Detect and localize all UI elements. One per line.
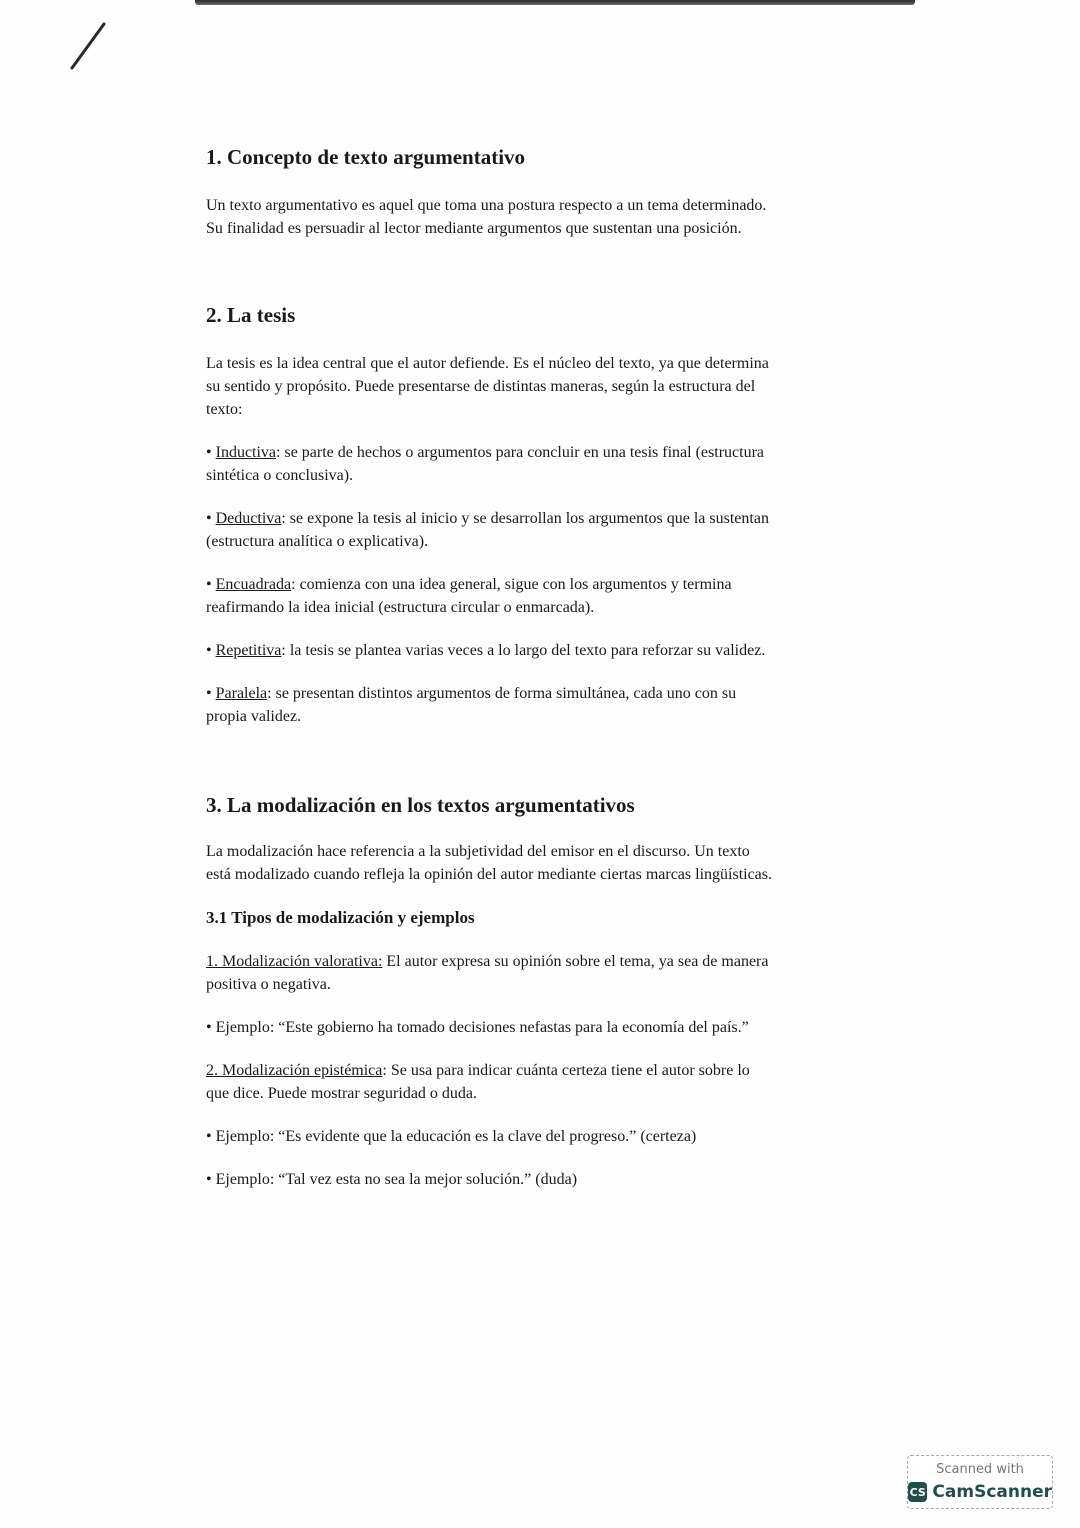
thesis-type-desc: : se expone la tesis al inicio y se desarrollan los argumentos que la sustentan — [281, 510, 769, 527]
thesis-type-term: Inductiva — [215, 444, 277, 461]
section-2-title: 2. La tesis — [206, 303, 296, 327]
thesis-type-term: Paralela — [215, 685, 268, 702]
thesis-type-desc: (estructura analítica o explicativa). — [206, 533, 429, 550]
example-line: • Ejemplo: “Tal vez esta no sea la mejor solución.” (duda) — [206, 1171, 578, 1188]
thesis-type-desc: : se parte de hechos o argumentos para concluir en una tesis final (estructura — [276, 444, 764, 461]
camscanner-logo-icon: CS — [908, 1482, 927, 1502]
modalization-item — [206, 950, 866, 996]
section-3-line: está modalizado cuando refleja la opinión del autor mediante ciertas marcas lingüísticas. — [206, 866, 773, 883]
modalization-desc: El autor expresa su opinión sobre el tema, ya sea de manera — [382, 953, 769, 970]
modalization-item — [206, 1059, 866, 1105]
thesis-type-term: Deductiva — [215, 510, 282, 527]
section-2-body — [206, 352, 866, 421]
thesis-type-desc: : la tesis se plantea varias veces a lo largo del texto para reforzar su validez. — [281, 642, 766, 659]
section-2-line: texto: — [206, 401, 243, 418]
camscanner-watermark — [907, 1455, 1053, 1509]
section-2-line: La tesis es la idea central que el autor defiende. Es el núcleo del texto, ya que determina — [206, 355, 769, 372]
watermark-caption: Scanned with — [936, 1462, 1024, 1477]
section-3-body — [206, 840, 866, 886]
thesis-type-item: • Deductiva: se expone la tesis al inicio y se desarrollan los argumentos que la sustentan (estructura analítica o explicativa). — [206, 507, 866, 553]
thesis-type-desc: : comienza con una idea general, sigue con los argumentos y termina — [291, 576, 732, 593]
example-line: • Ejemplo: “Este gobierno ha tomado decisiones nefastas para la economía del país.” — [206, 1019, 749, 1036]
watermark-brand — [908, 1482, 1052, 1502]
thesis-type-desc: : se presentan distintos argumentos de forma simultánea, cada uno con su — [267, 685, 737, 702]
thesis-type-item: • Repetitiva: la tesis se plantea varias veces a lo largo del texto para reforzar su validez. — [206, 642, 766, 659]
section-1-line: Su finalidad es persuadir al lector mediante argumentos que sustentan una posición. — [206, 220, 742, 237]
example-line: • Ejemplo: “Es evidente que la educación es la clave del progreso.” (certeza) — [206, 1128, 697, 1145]
section-2-line: su sentido y propósito. Puede presentarse de distintas maneras, según la estructura del — [206, 378, 756, 395]
modalization-desc: que dice. Puede mostrar seguridad o duda. — [206, 1085, 478, 1102]
section-1-line: Un texto argumentativo es aquel que toma una postura respecto a un tema determinado. — [206, 197, 767, 214]
thesis-type-term: Repetitiva — [215, 642, 282, 659]
section-1-body — [206, 194, 866, 240]
document-content — [206, 138, 866, 1191]
thesis-type-desc: sintética o conclusiva). — [206, 467, 354, 484]
thesis-type-item: • Paralela: se presentan distintos argumentos de forma simultánea, cada uno con su propia validez. — [206, 682, 866, 728]
watermark-brand-name: CamScanner — [932, 1482, 1052, 1502]
modalization-term: 1. Modalización valorativa: — [206, 953, 383, 970]
subsection-3-1-title: 3.1 Tipos de modalización y ejemplos — [206, 908, 475, 927]
thesis-type-term: Encuadrada — [215, 576, 292, 593]
modalization-desc: positiva o negativa. — [206, 976, 331, 993]
scan-top-edge — [195, 0, 915, 5]
thesis-type-item: • Encuadrada: comienza con una idea general, sigue con los argumentos y termina reafirmando la idea inicial (estructura circular o enmarcada). — [206, 573, 866, 619]
thesis-type-item: • Inductiva: se parte de hechos o argumentos para concluir en una tesis final (estructura sintética o conclusiva). — [206, 441, 866, 487]
thesis-type-desc: propia validez. — [206, 708, 302, 725]
modalization-desc: : Se usa para indicar cuánta certeza tiene el autor sobre lo — [382, 1062, 750, 1079]
section-3-title: 3. La modalización en los textos argumentativos — [206, 793, 635, 817]
thesis-type-desc: reafirmando la idea inicial (estructura circular o enmarcada). — [206, 599, 595, 616]
section-3-line: La modalización hace referencia a la subjetividad del emisor en el discurso. Un texto — [206, 843, 750, 860]
modalization-term: 2. Modalización epistémica — [206, 1062, 383, 1079]
pen-stroke-mark — [62, 18, 122, 78]
section-1-title: 1. Concepto de texto argumentativo — [206, 145, 526, 169]
